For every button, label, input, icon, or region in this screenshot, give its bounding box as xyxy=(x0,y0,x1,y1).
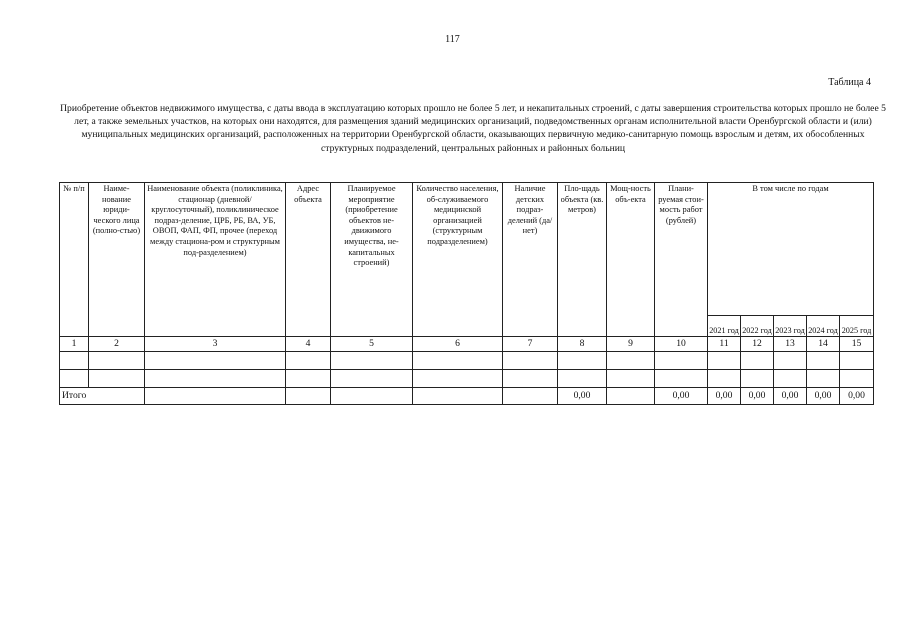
column-number: 14 xyxy=(807,337,840,352)
header-address: Адрес объекта xyxy=(286,183,331,337)
column-number: 1 xyxy=(60,337,89,352)
column-number: 9 xyxy=(607,337,655,352)
header-num: № п/п xyxy=(60,183,89,337)
table-cell xyxy=(89,352,145,370)
column-number: 12 xyxy=(741,337,774,352)
column-number: 3 xyxy=(145,337,286,352)
total-label: Итого xyxy=(60,388,145,405)
column-number: 6 xyxy=(413,337,503,352)
table-cell xyxy=(708,352,741,370)
header-cost: Плани-руемая стои-мость работ (рублей) xyxy=(655,183,708,337)
column-number: 13 xyxy=(774,337,807,352)
header-year-2024: 2024 год xyxy=(807,316,840,337)
table-cell xyxy=(607,352,655,370)
header-year-2023: 2023 год xyxy=(774,316,807,337)
total-year-2025: 0,00 xyxy=(840,388,874,405)
column-number: 7 xyxy=(503,337,558,352)
table-cell xyxy=(413,370,503,388)
column-numbers-row xyxy=(60,337,874,352)
table-cell xyxy=(286,388,331,405)
table-cell xyxy=(607,370,655,388)
total-year-2023: 0,00 xyxy=(774,388,807,405)
table-cell xyxy=(286,370,331,388)
header-child-units: Наличие детских подраз-делений (да/нет) xyxy=(503,183,558,337)
header-measure: Планируемое мероприятие (приобретение объектов не-движимого имущества, не-капитальных строений) xyxy=(331,183,413,337)
header-area: Пло-щадь объекта (кв. метров) xyxy=(558,183,607,337)
table-cell xyxy=(145,388,286,405)
column-number: 15 xyxy=(840,337,874,352)
table-cell xyxy=(558,352,607,370)
table-cell xyxy=(503,370,558,388)
table-label: Таблица 4 xyxy=(828,77,871,88)
column-number: 11 xyxy=(708,337,741,352)
page-number: 117 xyxy=(445,34,460,45)
table-cell xyxy=(413,388,503,405)
table-cell xyxy=(558,370,607,388)
table-cell xyxy=(145,370,286,388)
total-year-2021: 0,00 xyxy=(708,388,741,405)
column-number: 5 xyxy=(331,337,413,352)
table-cell xyxy=(145,352,286,370)
data-table xyxy=(59,182,874,405)
table-cell xyxy=(503,388,558,405)
header-legal-name: Наиме-нование юриди-ческого лица (полно-стью) xyxy=(89,183,145,337)
table-cell xyxy=(655,370,708,388)
table-cell xyxy=(331,370,413,388)
table-cell xyxy=(60,352,89,370)
table-cell xyxy=(89,370,145,388)
table-cell xyxy=(774,352,807,370)
header-object-name: Наименование объекта (поликлиника, стационар (дневной/круглосуточный), поликлиническое подраз-деление, ЦРБ, РБ, ВА, УБ, ОВОП, ФАП, ФП, прочее (переход между стациона-ром и структурным под-разделением) xyxy=(145,183,286,337)
table-cell xyxy=(840,352,874,370)
header-years-group: В том числе по годам xyxy=(708,183,874,316)
table-cell xyxy=(807,352,840,370)
total-row xyxy=(60,388,874,405)
document-title: Приобретение объектов недвижимого имущества, с даты ввода в эксплуатацию которых прошло не более 5 лет, и некапитальных строений, с даты завершения строительства которых прошло не более 5 лет, а также земельных участков, на которых они находятся, для размещения зданий медицинских организаций, подведомственных органам исполнительной власти Оренбургской области и (или) муниципальных медицинских организаций, расположенных на территории Оренбургской области, оказывающих первичную медико-санитарную помощь взрослым и детям, их обособленных структурных подразделений, центральных районных и районных больниц xyxy=(60,103,886,154)
total-cost: 0,00 xyxy=(655,388,708,405)
column-number: 8 xyxy=(558,337,607,352)
total-year-2022: 0,00 xyxy=(741,388,774,405)
header-population: Количество населения, об-служиваемого медицинской организацией (структурным подразделением) xyxy=(413,183,503,337)
table-cell xyxy=(840,370,874,388)
total-area: 0,00 xyxy=(558,388,607,405)
header-year-2021: 2021 год xyxy=(708,316,741,337)
table-cell xyxy=(708,370,741,388)
table-cell xyxy=(331,388,413,405)
total-year-2024: 0,00 xyxy=(807,388,840,405)
table-cell xyxy=(607,388,655,405)
header-capacity: Мощ-ность объ-екта xyxy=(607,183,655,337)
column-number: 4 xyxy=(286,337,331,352)
table-cell xyxy=(741,352,774,370)
table-cell xyxy=(741,370,774,388)
table-cell xyxy=(413,352,503,370)
table-cell xyxy=(286,352,331,370)
table-cell xyxy=(60,370,89,388)
table-cell xyxy=(655,352,708,370)
column-number: 10 xyxy=(655,337,708,352)
table-cell xyxy=(774,370,807,388)
header-year-2025: 2025 год xyxy=(840,316,874,337)
table-cell xyxy=(503,352,558,370)
table-cell xyxy=(807,370,840,388)
table-row xyxy=(60,352,874,370)
table-row xyxy=(60,370,874,388)
column-number: 2 xyxy=(89,337,145,352)
table-cell xyxy=(331,352,413,370)
header-year-2022: 2022 год xyxy=(741,316,774,337)
